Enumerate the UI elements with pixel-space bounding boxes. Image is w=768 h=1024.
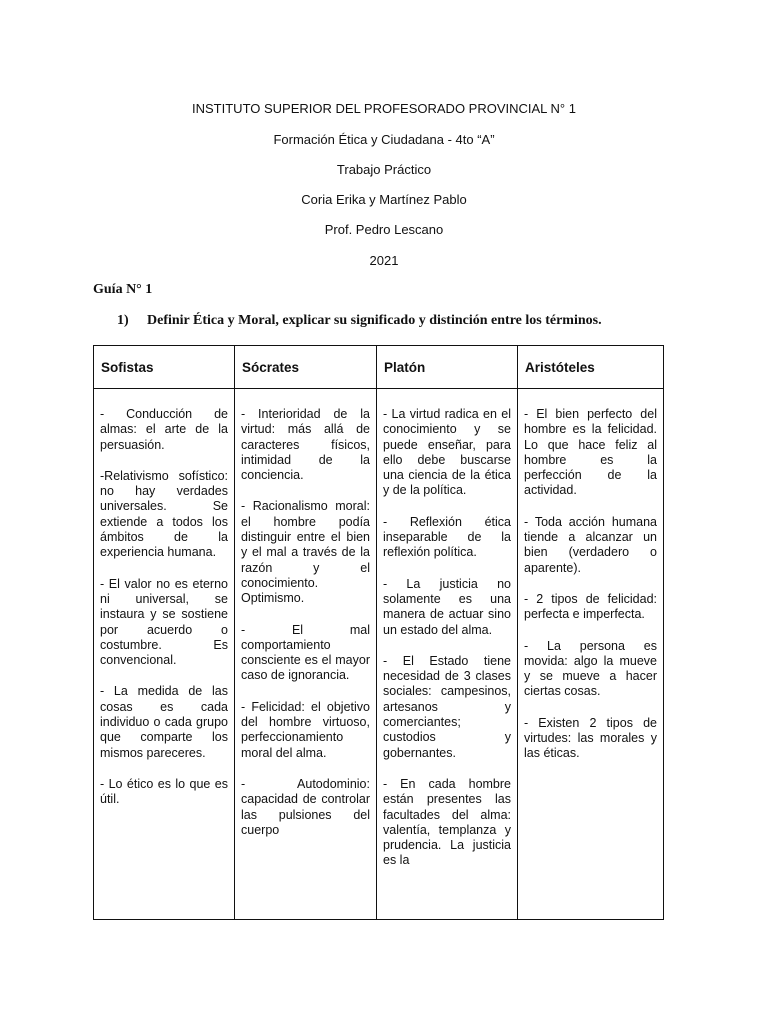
list-item: - Interioridad de la virtud: más allá de caracteres físicos, intimidad de la conciencia. [241, 407, 370, 483]
table-body-row [94, 389, 664, 920]
list-item: - La justicia no solamente es una manera de actuar sino un estado del alma. [383, 576, 511, 637]
list-item: - En cada hombre están presentes las facultades del alma: valentía, templanza y prudencia. La justicia es la [383, 776, 511, 868]
column-cell-socrates [235, 389, 377, 920]
authors-line: Coria Erika y Martínez Pablo [301, 192, 467, 207]
column-heading-socrates: Sócrates [235, 346, 377, 389]
list-item: - Toda acción humana tiende a alcanzar un bien (verdadero o aparente). [524, 514, 657, 575]
list-item: - El bien perfecto del hombre es la felicidad. Lo que hace feliz al hombre es la perfección de la actividad. [524, 407, 657, 498]
list-item: - Reflexión ética inseparable de la reflexión política. [383, 514, 511, 560]
list-item: - La virtud radica en el conocimiento y se puede enseñar, para ello debe buscarse una ciencia de la ética y de la política. [383, 407, 511, 498]
column-cell-aristoteles [518, 389, 664, 920]
question-number: 1) [117, 313, 129, 328]
list-item: - 2 tipos de felicidad: perfecta e imperfecta. [524, 591, 657, 622]
philosophers-table [93, 345, 664, 920]
guide-title: Guía N° 1 [93, 282, 153, 297]
list-item: - La medida de las cosas es cada individuo o cada grupo que comparte los mismos pareceres. [100, 684, 228, 760]
institution-title: INSTITUTO SUPERIOR DEL PROFESORADO PROVINCIAL N° 1 [192, 101, 576, 116]
list-item: - Conducción de almas: el arte de la persuasión. [100, 407, 228, 452]
list-item: -Relativismo sofístico: no hay verdades universales. Se extiende a todos los ámbitos de la experiencia humana. [100, 468, 228, 560]
question-text: Definir Ética y Moral, explicar su significado y distinción entre los términos. [147, 313, 602, 328]
column-cell-sofistas [94, 389, 235, 920]
list-item: - Lo ético es lo que es útil. [100, 776, 228, 807]
column-heading-platon: Platón [377, 346, 518, 389]
list-item: - Felicidad: el objetivo del hombre virtuoso, perfeccionamiento moral del alma. [241, 699, 370, 760]
year-line: 2021 [369, 253, 399, 268]
list-item: - La persona es movida: algo la mueve y se mueve a hacer ciertas cosas. [524, 638, 657, 699]
list-item: - Existen 2 tipos de virtudes: las morales y las éticas. [524, 715, 657, 761]
list-item: - El Estado tiene necesidad de 3 clases sociales: campesinos, artesanos y comerciantes; custodios y gobernantes. [383, 653, 511, 760]
professor-line: Prof. Pedro Lescano [324, 222, 444, 237]
subject-line: Formación Ética y Ciudadana - 4to “A” [273, 132, 495, 147]
list-item: - El valor no es eterno ni universal, se instaura y se sostiene por acuerdo o costumbre. Es convencional. [100, 576, 228, 668]
work-type-line: Trabajo Práctico [336, 162, 432, 177]
table-header-row [94, 346, 664, 389]
column-cell-platon [377, 389, 518, 920]
column-heading-sofistas: Sofistas [94, 346, 235, 389]
list-item: - Autodominio: capacidad de controlar las pulsiones del cuerpo [241, 776, 370, 837]
column-heading-aristoteles: Aristóteles [518, 346, 664, 389]
list-item: - El mal comportamiento consciente es el mayor caso de ignorancia. [241, 622, 370, 683]
list-item: - Racionalismo moral: el hombre podía distinguir entre el bien y el mal a través de la razón y el conocimiento. Optimismo. [241, 499, 370, 606]
